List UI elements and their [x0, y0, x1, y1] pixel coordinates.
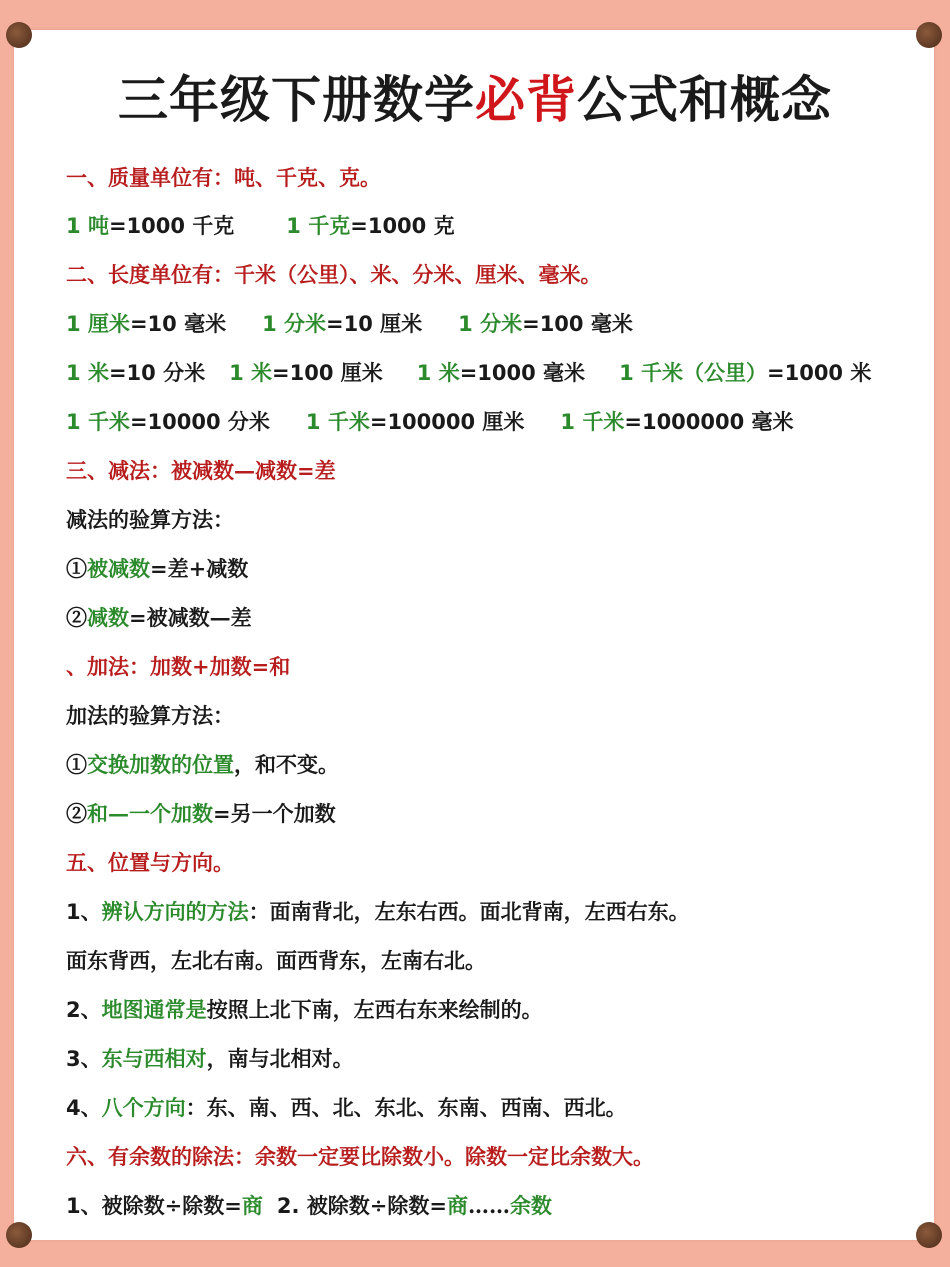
value: =1000 千克: [108, 214, 235, 238]
term: 辨认方向的方法: [101, 899, 249, 924]
formula: ，和不变。: [234, 752, 339, 777]
unit: 分米: [480, 311, 523, 336]
term: 交换加数的位置: [87, 752, 234, 777]
formula: =另一个加数: [213, 801, 336, 826]
unit: 米: [438, 360, 460, 385]
remainder-term: 余数: [509, 1193, 552, 1218]
unit: 千克: [308, 213, 351, 238]
length-conversion-row-1: [66, 308, 633, 338]
quotient-term: 商: [446, 1193, 468, 1218]
term: 减数: [87, 605, 129, 630]
unit: 吨: [87, 213, 109, 238]
unit: 米: [87, 360, 109, 385]
value: =1000 米: [767, 361, 872, 385]
point-number: 1、: [66, 900, 102, 924]
term: 东与西相对: [101, 1046, 207, 1071]
term: 八个方向: [101, 1095, 186, 1120]
formula: =差+减数: [150, 556, 249, 581]
number: 1: [66, 361, 81, 385]
text: 按照上北下南，左西右东来绘制的。: [206, 997, 543, 1022]
subtraction-check-1: [66, 553, 248, 583]
clip-corner-bottom-right: [916, 1222, 942, 1248]
term: 被减数: [87, 556, 150, 581]
ellipsis: ……: [467, 1193, 510, 1218]
section-2-heading: 二、长度单位有：千米（公里）、米、分米、厘米、毫米。: [66, 262, 602, 287]
number: 1: [305, 410, 321, 434]
mass-conversion-row: [66, 210, 455, 240]
section-4-heading: 、加法：加数+加数=和: [66, 654, 291, 679]
point-number: 4、: [66, 1096, 102, 1120]
quotient-term: 商: [241, 1193, 263, 1218]
value: =1000000 毫米: [624, 410, 794, 434]
unit: 千米: [87, 409, 130, 434]
unit: 厘米: [87, 311, 130, 336]
number: 1: [66, 312, 81, 336]
number: 1: [229, 361, 244, 385]
point-number: 3、: [66, 1047, 102, 1071]
section-5-heading: 五、位置与方向。: [66, 850, 234, 875]
addition-check-label: 加法的验算方法：: [66, 703, 234, 728]
section-1-heading: 一、质量单位有：吨、千克、克。: [66, 165, 381, 190]
title-highlight: 必背: [475, 71, 577, 129]
unit: 千米: [582, 409, 625, 434]
value: =100000 厘米: [369, 410, 525, 434]
direction-point-4: [66, 1092, 627, 1122]
text: ：面南背北，左东右西。面北背南，左西右东。: [248, 899, 690, 924]
number: 1: [560, 410, 576, 434]
page-title: [0, 60, 950, 132]
value: =10 毫米: [129, 312, 227, 336]
title-text-2: 公式和概念: [577, 71, 832, 129]
addition-check-1: [66, 749, 339, 779]
number: 1: [619, 361, 634, 385]
number: 1: [458, 312, 473, 336]
value: =100 毫米: [522, 312, 633, 336]
formula-number: 2.: [276, 1194, 300, 1218]
formula: 被除数÷除数=: [306, 1193, 447, 1218]
value: =1000 克: [350, 214, 455, 238]
formula-number: 1、: [66, 1194, 102, 1218]
value: =1000 毫米: [459, 361, 586, 385]
number: 1: [66, 410, 81, 434]
term: 地图通常是: [101, 997, 207, 1022]
circled-number-1: ①: [66, 752, 87, 777]
direction-point-1: [66, 896, 690, 926]
value: =10 厘米: [326, 312, 423, 336]
number: 1: [416, 361, 432, 385]
direction-point-3: [66, 1043, 354, 1073]
title-text-1: 三年级下册数学: [118, 71, 475, 129]
value: =100 厘米: [272, 361, 383, 385]
number: 1: [66, 214, 81, 238]
unit: 米: [251, 360, 273, 385]
direction-point-2: [66, 994, 543, 1024]
text: ，南与北相对。: [206, 1046, 354, 1071]
circled-number-2: ②: [66, 605, 87, 630]
term: 和—一个加数: [87, 801, 213, 826]
value: =10000 分米: [129, 410, 270, 434]
subtraction-check-label: 减法的验算方法：: [66, 507, 234, 532]
formula: =被减数—差: [129, 605, 252, 630]
direction-point-1-cont: 面东背西，左北右南。面西背东，左南右北。: [66, 948, 486, 973]
length-conversion-row-2: [66, 357, 871, 387]
clip-corner-top-left: [6, 22, 32, 48]
clip-corner-top-right: [916, 22, 942, 48]
division-formulas: [66, 1190, 552, 1220]
point-number: 2、: [66, 998, 102, 1022]
clip-corner-bottom-left: [6, 1222, 32, 1248]
value: =10 分米: [108, 361, 206, 385]
number: 1: [286, 214, 301, 238]
number: 1: [262, 312, 277, 336]
text: ：东、南、西、北、东北、东南、西南、西北。: [185, 1095, 627, 1120]
unit: 千米: [327, 409, 370, 434]
unit: 分米: [284, 311, 327, 336]
section-3-heading: 三、减法：被减数—减数=差: [66, 458, 336, 483]
section-6-heading: 六、有余数的除法：余数一定要比除数小。除数一定比余数大。: [66, 1144, 654, 1169]
addition-check-2: [66, 798, 336, 828]
circled-number-1: ①: [66, 556, 87, 581]
subtraction-check-2: [66, 602, 252, 632]
circled-number-2: ②: [66, 801, 87, 826]
length-conversion-row-3: [66, 406, 794, 436]
formula: 被除数÷除数=: [101, 1193, 242, 1218]
unit: 千米（公里）: [641, 360, 767, 385]
